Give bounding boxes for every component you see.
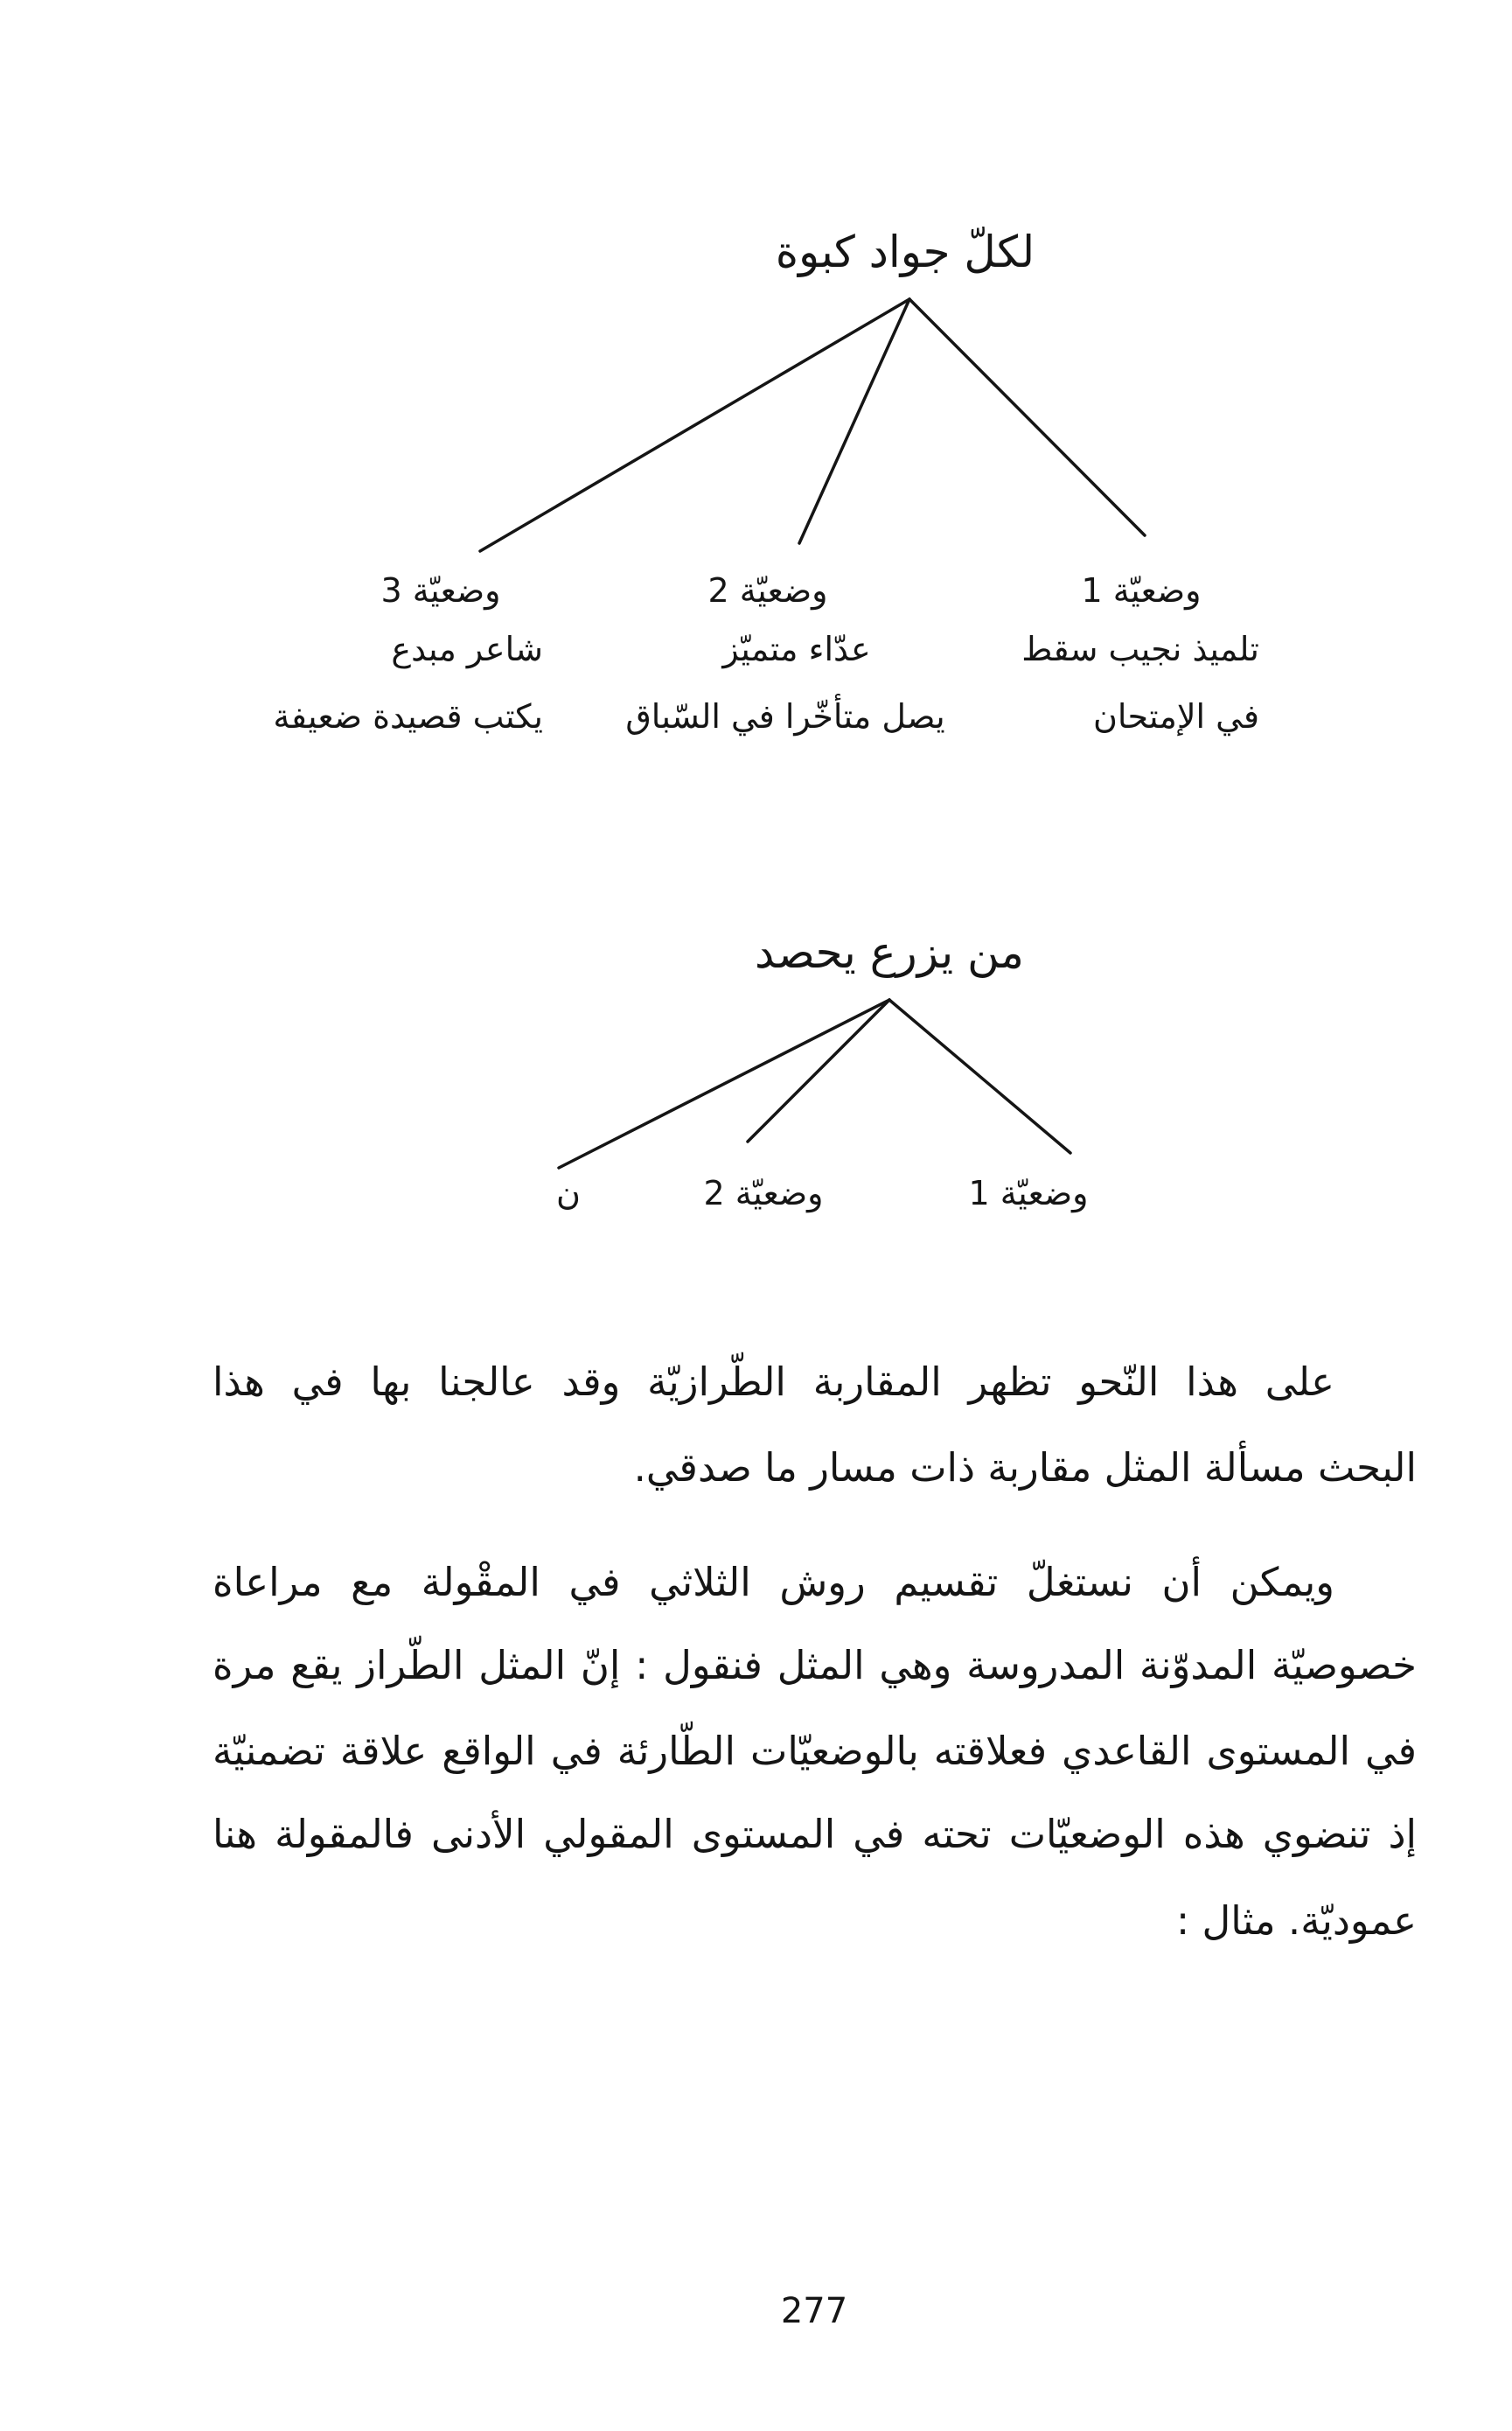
diagram-2-branch-1-line (889, 1000, 1070, 1153)
diagram-2-branch-3-line (559, 1000, 889, 1168)
diagram-1-branch-1-line (909, 299, 1145, 535)
diagram-1-branch-1-text-line-1: تلميذ نجيب سقط (1021, 630, 1259, 668)
diagram-1-branch-2-label: وضعيّة 2 (707, 571, 828, 610)
diagram-1-branch-3-line (480, 299, 909, 551)
diagram-2-branch-1-label: وضعيّة 1 (968, 1174, 1089, 1212)
diagram-1-branch-2-text-line-2: يصل متأخّرا في السّباق (625, 697, 945, 736)
paragraph-1-line-1: على هذا النّحو تظهر المقاربة الطّرازيّة وقد عالجنا بها في هذا (213, 1359, 1334, 1405)
diagram-1-branch-1-label: وضعيّة 1 (1081, 571, 1202, 610)
diagram-1-branch-3-text-line-1: شاعر مبدع (391, 630, 543, 668)
paragraph-2-line-3: في المستوى القاعدي فعلاقته بالوضعيّات الطّارئة في الواقع علاقة تضمنيّة (213, 1728, 1417, 1774)
diagram-2-branch-3-label: ن (556, 1174, 581, 1212)
diagram-1-title: لكلّ جواد كبوة (775, 227, 1035, 277)
diagram-1-branch-2-line (799, 299, 909, 543)
diagram-2-title: من يزرع يحصد (755, 927, 1024, 978)
diagram-1-branch-1-text-line-2: في الإمتحان (1093, 697, 1259, 736)
paragraph-2-line-5: عموديّة. مثال : (1176, 1897, 1417, 1944)
paragraph-2-line-4: إذ تنضوي هذه الوضعيّات تحته في المستوى المقولي الأدنى فالمقولة هنا (213, 1811, 1417, 1857)
page-number: 277 (780, 2291, 848, 2331)
paragraph-2-line-1: ويمكن أن نستغلّ تقسيم روش الثلاثي في المقْولة مع مراعاة (213, 1559, 1334, 1605)
diagram-1-connectors (480, 299, 1145, 551)
diagram-2-branch-2-line (748, 1000, 889, 1142)
paragraph-2-line-2: خصوصيّة المدوّنة المدروسة وهي المثل فنقول : إنّ المثل الطّراز يقع مرة (213, 1642, 1417, 1688)
paragraph-1-line-2: البحث مسألة المثل مقاربة ذات مسار ما صدقي. (633, 1444, 1417, 1491)
diagram-1-branch-3-label: وضعيّة 3 (380, 571, 501, 610)
diagram-1-branch-2-text-line-1: عدّاء متميّز (722, 630, 871, 668)
diagram-2-connectors (559, 1000, 1070, 1168)
diagram-1-branch-3-text-line-2: يكتب قصيدة ضعيفة (273, 697, 543, 736)
diagram-2-branch-2-label: وضعيّة 2 (703, 1174, 824, 1212)
